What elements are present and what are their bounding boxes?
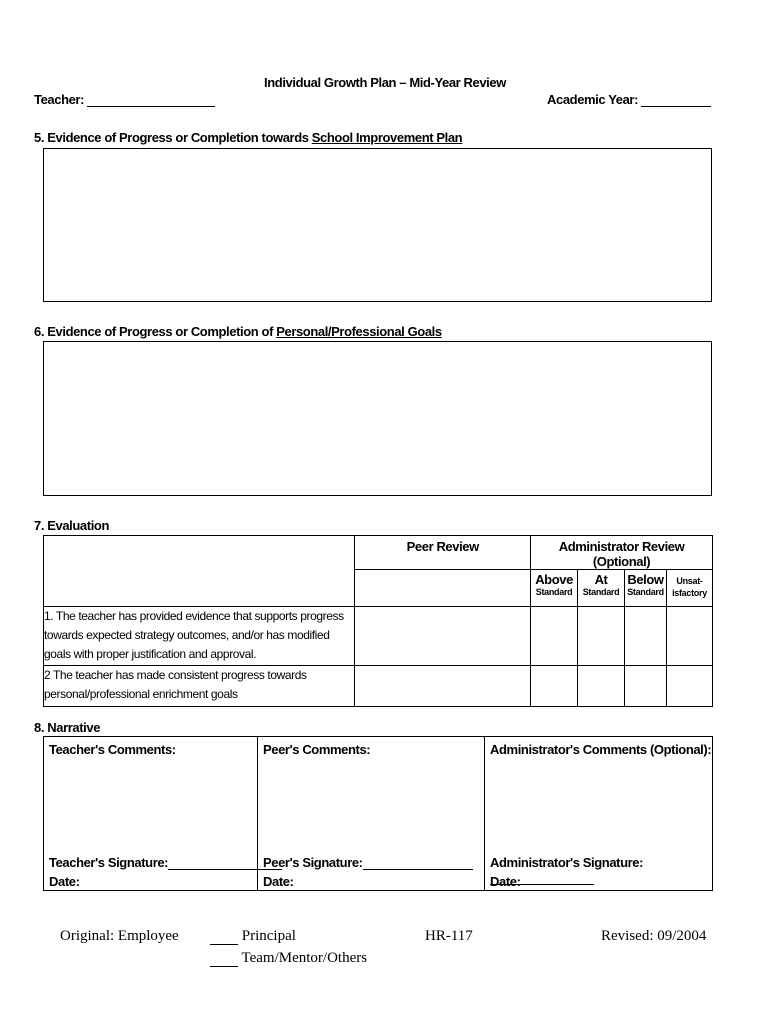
teacher-signature-label: Teacher's Signature:	[49, 855, 169, 870]
section7-heading: 7. Evaluation	[34, 518, 109, 533]
narrative-divider-2	[484, 737, 485, 890]
teacher-comments-label: Teacher's Comments:	[49, 742, 176, 757]
col-at-top: At	[594, 572, 608, 587]
row2-unsat-cell[interactable]	[667, 666, 713, 707]
evaluation-header-blank	[44, 536, 355, 607]
row1-above-cell[interactable]	[531, 607, 578, 666]
peer-review-header: Peer Review	[355, 536, 531, 570]
col-above-standard	[531, 570, 578, 607]
peer-review-subheader	[355, 570, 531, 607]
section5-textbox[interactable]	[43, 148, 712, 302]
peer-signature-field	[263, 855, 473, 870]
team-check-line[interactable]	[210, 954, 238, 967]
principal-check-line[interactable]	[210, 932, 238, 945]
row2-below-cell[interactable]	[625, 666, 667, 707]
section5-heading	[34, 130, 462, 145]
footer-principal-label: Principal	[241, 928, 296, 944]
footer-original: Original: Employee	[60, 928, 179, 944]
evaluation-table	[43, 535, 713, 707]
section6-heading	[34, 324, 442, 339]
peer-signature-line[interactable]	[363, 857, 473, 870]
footer-principal	[210, 928, 296, 945]
academic-year-input-line[interactable]	[641, 94, 711, 107]
col-above-top: Above	[535, 572, 573, 587]
teacher-field	[34, 92, 215, 107]
col-below-bottom: Standard	[627, 587, 664, 597]
section5-heading-prefix: 5. Evidence of Progress or Completion towards	[34, 130, 312, 145]
section6-heading-underlined: Personal/Professional Goals	[276, 324, 442, 339]
section6-heading-prefix: 6. Evidence of Progress or Completion of	[34, 324, 277, 339]
admin-date-label: Date:	[490, 874, 521, 889]
row2-above-cell[interactable]	[531, 666, 578, 707]
academic-year-label: Academic Year:	[547, 92, 638, 107]
row1-at-cell[interactable]	[578, 607, 625, 666]
academic-year-field	[547, 92, 711, 107]
section8-heading: 8. Narrative	[34, 720, 101, 735]
section6-textbox[interactable]	[43, 341, 712, 496]
col-below-standard	[625, 570, 667, 607]
footer-form-number: HR-117	[425, 928, 473, 944]
col-above-bottom: Standard	[535, 587, 573, 597]
col-at-bottom: Standard	[582, 587, 620, 597]
peer-signature-label: Peer's Signature:	[263, 855, 363, 870]
row1-unsat-cell[interactable]	[667, 607, 713, 666]
col-unsat-top: Unsat-	[676, 576, 703, 586]
evaluation-row-1-text: 1. The teacher has provided evidence that supports progress towards expected strategy outcomes, and/or has modified goals with proper justification and approval.	[44, 607, 355, 666]
teacher-input-line[interactable]	[87, 94, 215, 107]
peer-date-label: Date:	[263, 874, 294, 889]
row2-peer-cell[interactable]	[355, 666, 531, 707]
footer-revised: Revised: 09/2004	[601, 928, 707, 944]
row2-at-cell[interactable]	[578, 666, 625, 707]
page-title: Individual Growth Plan – Mid-Year Review	[264, 75, 506, 90]
col-below-top: Below	[627, 572, 664, 587]
admin-review-header: Administrator Review (Optional)	[531, 536, 713, 570]
footer-team-label: Team/Mentor/Others	[241, 950, 368, 966]
narrative-box	[43, 736, 713, 891]
row1-peer-cell[interactable]	[355, 607, 531, 666]
admin-comments-label: Administrator's Comments (Optional):	[490, 742, 712, 757]
evaluation-row-2-text: 2 The teacher has made consistent progress towards personal/professional enrichment goals	[44, 666, 355, 707]
admin-signature-label: Administrator's Signature:	[490, 855, 644, 870]
col-at-standard	[578, 570, 625, 607]
row1-below-cell[interactable]	[625, 607, 667, 666]
footer-team	[210, 950, 367, 967]
teacher-label: Teacher:	[34, 92, 85, 107]
section5-heading-underlined: School Improvement Plan	[311, 130, 463, 145]
col-unsat-bottom: isfactory	[672, 588, 707, 598]
col-unsatisfactory	[667, 570, 713, 607]
peer-comments-label: Peer's Comments:	[263, 742, 371, 757]
teacher-date-label: Date:	[49, 874, 80, 889]
admin-signature-field	[490, 855, 712, 885]
teacher-signature-field	[49, 855, 282, 870]
